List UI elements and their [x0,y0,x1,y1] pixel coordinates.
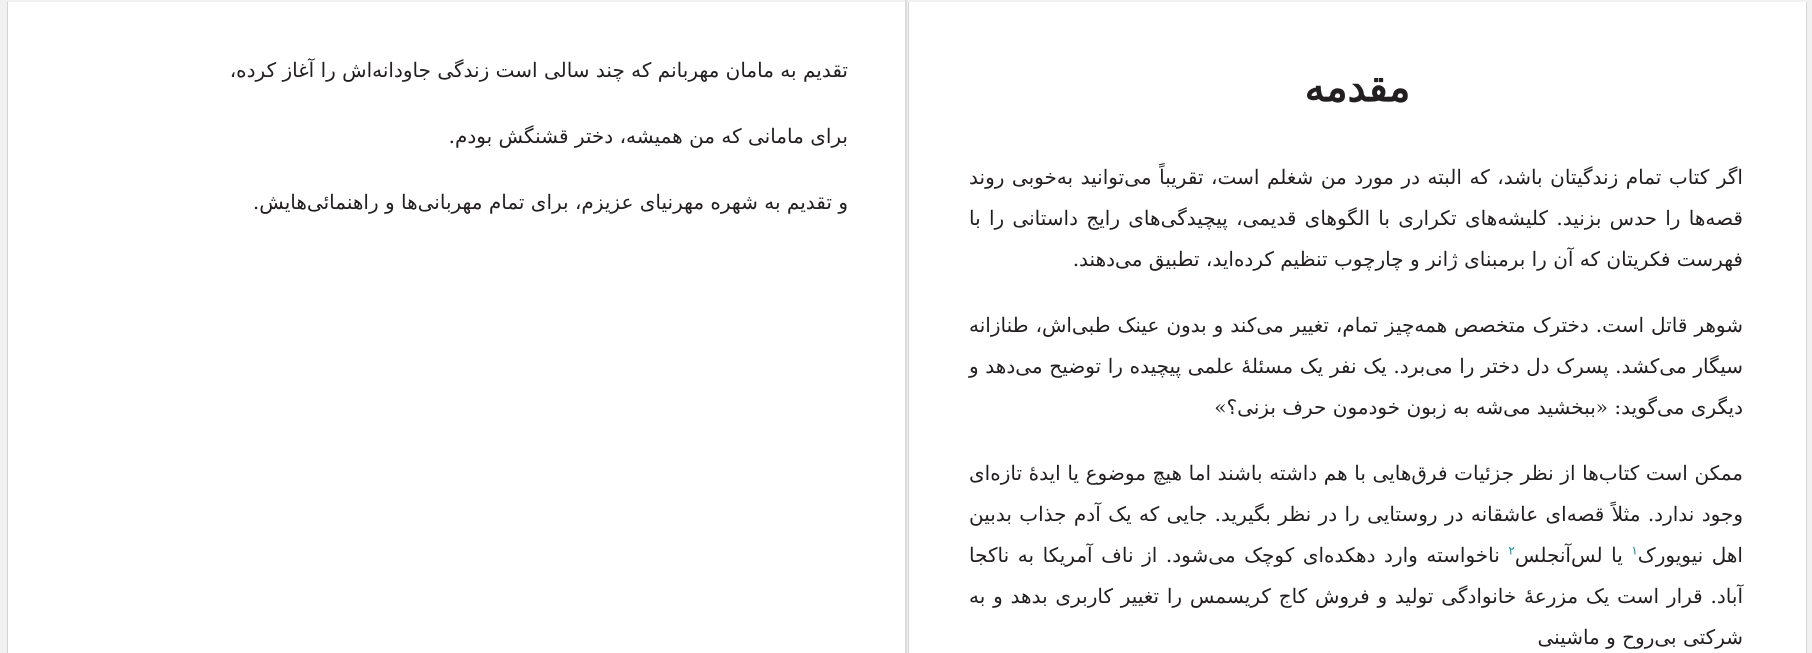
paragraph-3 [969,453,1743,653]
page-gutter [905,0,907,653]
dedication-line-3: و تقدیم به شهره مهرنیای عزیزم، برای تمام مهربانی‌ها و راهنمائی‌هایش. [252,190,848,214]
dedication-line-2: برای مامانی که من همیشه، دختر قشنگش بودم. [448,124,848,148]
introduction-page [908,2,1807,653]
dedication-line-1: تقدیم به مامان مهربانم که چند سالی است زندگی جاودانه‌اش را آغاز کرده، [229,58,848,82]
paragraph-3-part-1: ممکن است کتاب‌ها از نظر جزئیات فرق‌هایی با هم داشته باشند اما هیچ موضوع یا ایدهٔ تازه‌ای وجود ندارد. مثلاً قصه‌ای عاشقانه در روستایی را در نظر بگیرید. جایی که یک آدم جذاب بدبین اهل نیویورک [969,461,1743,567]
chapter-body [969,157,1743,653]
footnote-link-2[interactable]: ۲ [1508,543,1515,558]
paragraph-2: شوهر قاتل است. دخترک متخصص همه‌چیز تمام، تغییر می‌کند و بدون عینک طبی‌اش، طنازانه سیگار می‌کشد. پسرک دل دختر را می‌برد. یک نفر یک مسئلهٔ علمی پیچیده را توضیح می‌دهد و دیگری می‌گوید: «ببخشید می‌شه به زبون خودمون حرف بزنی؟» [969,313,1743,419]
paragraph-3-part-2: یا لس‌آنجلس [1514,543,1632,567]
paragraph-1: اگر کتاب تمام زندگیتان باشد، که البته در مورد من شغلم است، تقریباً می‌توانید به‌خوبی روند قصه‌ها را حدس بزنید. کلیشه‌های تکراری با الگوهای قدیمی، پیچیدگی‌های رایج داستانی را با فهرست فکریتان که آن را برمبنای ژانر و چارچوب تنظیم کرده‌اید، تطبیق می‌دهند. [969,165,1743,271]
chapter-title: مقدمه [1304,64,1411,111]
footnote-link-1[interactable]: ۱ [1631,543,1638,558]
dedication-text [208,52,848,250]
dedication-page [7,2,906,653]
paragraph-3-part-3: ناخواسته وارد دهکده‌ای کوچک می‌شود. از ناف آمریکا به ناکجا آباد. قرار است یک مزرعهٔ خانوادگی تولید و فروش کاج کریسمس را تغییر کاربری بدهد و به شرکتی بی‌روح و ماشینی [969,543,1743,649]
